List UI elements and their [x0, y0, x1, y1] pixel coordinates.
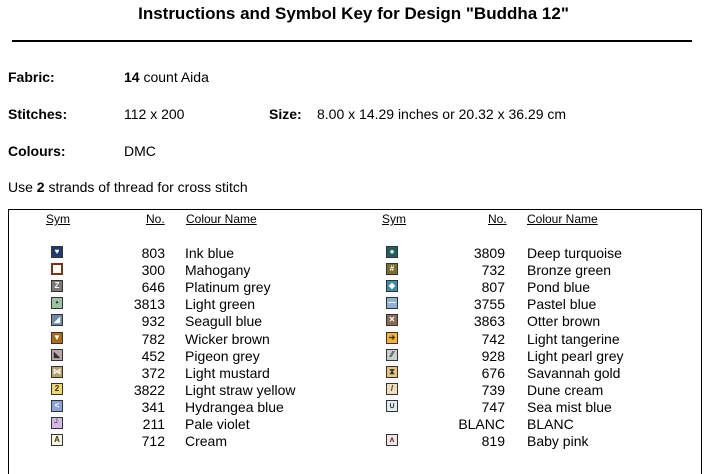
header-name-left: Colour Name — [186, 212, 257, 226]
title-underline — [12, 40, 692, 42]
dmc-number: 646 — [141, 279, 165, 295]
colour-name: Seagull blue — [185, 313, 263, 329]
bowtie-icon: ⋈ — [53, 367, 61, 376]
caret-icon: ʌ — [386, 434, 398, 446]
dmc-number: 300 — [141, 262, 165, 278]
colours-label: Colours: — [8, 143, 66, 159]
dmc-number: 3755 — [473, 296, 505, 312]
stitches-value: 112 x 200 — [124, 106, 185, 122]
hollow-square-icon — [51, 263, 63, 275]
colour-name: Deep turquoise — [527, 245, 622, 261]
page-title: Instructions and Symbol Key for Design "Buddha 12" — [138, 4, 569, 23]
dmc-number: 803 — [141, 245, 165, 261]
colour-name: BLANC — [527, 416, 574, 432]
letter-a-icon: A — [51, 434, 63, 446]
size-value: 8.00 x 14.29 inches or 20.32 x 36.29 cm — [317, 106, 567, 122]
dmc-number: 3822 — [133, 382, 165, 398]
hash-icon: # — [386, 263, 398, 275]
colour-name: Wicker brown — [185, 331, 270, 347]
colour-name: Pond blue — [527, 279, 591, 295]
dmc-number: 712 — [141, 433, 165, 449]
header-name-right: Colour Name — [527, 212, 598, 226]
colour-name: Light green — [185, 296, 256, 312]
dmc-number: 782 — [141, 331, 165, 347]
circle-icon: ● — [386, 246, 398, 258]
header-no-right: No. — [488, 212, 507, 226]
strands-post: strands of thread for cross stitch — [48, 179, 248, 195]
slash-icon: ⁄⁄ — [386, 349, 398, 361]
dmc-number: 211 — [142, 416, 165, 432]
dmc-number: 372 — [141, 365, 165, 381]
corner-bracket-icon: ┘ — [51, 417, 63, 429]
colours-value: DMC — [124, 143, 156, 159]
triangle-icon: ◢ — [51, 314, 63, 326]
cup-icon: ∪ — [386, 400, 398, 412]
letter-z-icon: Z — [51, 280, 63, 292]
dmc-number: 341 — [141, 399, 165, 415]
colour-name: Platinum grey — [185, 279, 271, 295]
dmc-number: 742 — [481, 331, 505, 347]
corner-triangle-icon: ◣ — [51, 349, 63, 361]
colour-name: Dune cream — [527, 382, 604, 398]
colour-name: Bronze green — [527, 262, 612, 278]
number-2-icon: 2 — [51, 383, 63, 395]
down-triangle-icon: ▼ — [51, 332, 63, 344]
dmc-number: 3809 — [473, 245, 505, 261]
strands-pre: Use — [8, 179, 33, 195]
colour-name: Pastel blue — [527, 296, 597, 312]
dmc-number: 807 — [481, 279, 505, 295]
fabric-label: Fabric: — [8, 69, 55, 85]
dmc-number: BLANC — [458, 416, 505, 432]
colour-name: Hydrangea blue — [185, 399, 284, 415]
colour-name: Baby pink — [527, 433, 589, 449]
strands-instruction — [8, 179, 248, 195]
colour-name: Otter brown — [527, 313, 601, 329]
fabric-count: 14 — [124, 69, 140, 85]
colour-name: Light tangerine — [527, 331, 620, 347]
colour-name: Light straw yellow — [185, 382, 296, 398]
heart-icon: ♥ — [51, 246, 63, 258]
dmc-number: 819 — [481, 433, 505, 449]
colour-name: Pigeon grey — [185, 348, 260, 364]
hourglass-icon: ⧗ — [386, 366, 398, 378]
blank-icon — [386, 417, 398, 429]
fabric-rest: count Aida — [143, 69, 209, 85]
strands-num: 2 — [36, 179, 45, 195]
arrow-right-icon: ➔ — [386, 332, 398, 344]
colour-name: Sea mist blue — [527, 399, 612, 415]
fabric-value — [124, 69, 209, 85]
colour-name: Light mustard — [185, 365, 270, 381]
diamond-icon: ◆ — [386, 280, 398, 292]
dmc-number: 732 — [481, 262, 505, 278]
dot-icon: • — [51, 297, 63, 309]
size-label: Size: — [269, 106, 302, 122]
colour-name: Pale violet — [185, 416, 250, 432]
header-no-left: No. — [146, 212, 165, 226]
dmc-number: 747 — [481, 399, 505, 415]
dmc-number: 3863 — [473, 313, 505, 329]
dmc-number: 739 — [481, 382, 505, 398]
colour-name: Savannah gold — [527, 365, 621, 381]
colour-name: Cream — [185, 433, 228, 449]
slash-icon: / — [386, 383, 398, 395]
dmc-number: 928 — [481, 348, 505, 364]
header-sym-left: Sym — [46, 212, 70, 226]
dmc-number: 676 — [481, 365, 505, 381]
x-icon: ✕ — [386, 314, 398, 326]
colour-name: Mahogany — [185, 262, 251, 278]
minus-icon: — — [388, 298, 396, 307]
dmc-number: 452 — [141, 348, 165, 364]
header-sym-right: Sym — [382, 212, 406, 226]
colour-name: Light pearl grey — [527, 348, 624, 364]
less-than-icon: < — [51, 400, 63, 412]
dmc-number: 932 — [141, 313, 165, 329]
dmc-number: 3813 — [133, 296, 165, 312]
colour-name: Ink blue — [185, 245, 235, 261]
stitches-label: Stitches: — [8, 106, 68, 122]
